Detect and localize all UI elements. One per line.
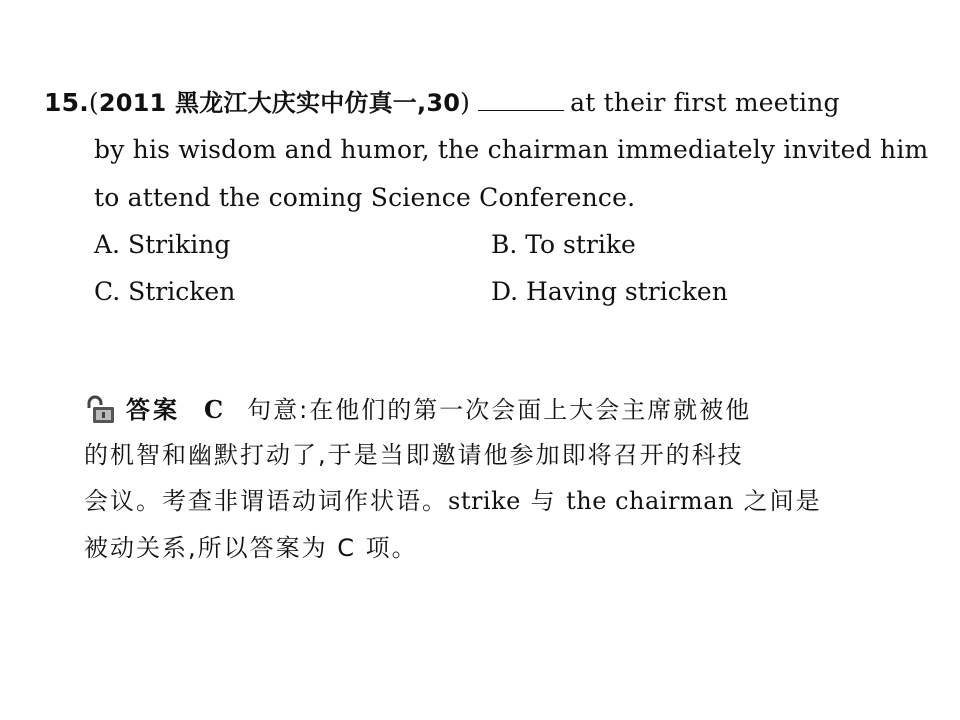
answer-line-4-text: 被动关系,所以答案为 C 项。 <box>84 534 418 562</box>
answer-line-2-text: 的机智和幽默打动了,于是当即邀请他参加即将召开的科技 <box>84 441 744 469</box>
question-line-2 <box>94 134 928 166</box>
answer-label: 答案 <box>126 396 180 424</box>
answer-line-3-chairman: the chairman <box>566 487 734 515</box>
answer-line-1-text: 句意:在他们的第一次会面上大会主席就被他 <box>247 396 752 424</box>
option-a-label: A. Striking <box>94 230 231 259</box>
question-line-3 <box>94 182 635 214</box>
answer-line-3-strike: strike <box>448 487 521 515</box>
answer-blank <box>478 86 564 111</box>
option-b-label: B. To strike <box>491 230 636 259</box>
answer-line-1 <box>84 394 751 425</box>
option-d-label: D. Having stricken <box>491 277 728 306</box>
question-line-1-tail: at their first meeting <box>570 88 840 117</box>
unlocked-padlock-icon <box>84 394 116 424</box>
question-line-1 <box>44 86 840 119</box>
option-d[interactable] <box>491 276 728 308</box>
answer-line-3-part-a: 会议。考查非谓语动词作状语。 <box>84 487 448 515</box>
option-b[interactable] <box>491 229 636 261</box>
option-a[interactable] <box>94 229 230 261</box>
option-c-label: C. Stricken <box>94 277 236 306</box>
question-number: 15. <box>44 88 89 117</box>
answer-line-3 <box>84 486 822 516</box>
answer-line-2 <box>84 440 744 470</box>
option-c[interactable] <box>94 276 235 308</box>
question-source: 2011 黑龙江大庆实中仿真一,30 <box>98 89 461 117</box>
answer-choice: C <box>204 395 226 424</box>
question-line-2-text: by his wisdom and humor, the chairman immediately invited him <box>94 135 929 164</box>
answer-line-3-part-e: 之间是 <box>743 487 822 515</box>
answer-line-3-part-c: 与 <box>530 487 557 515</box>
answer-line-4 <box>84 533 418 563</box>
question-line-3-text: to attend the coming Science Conference. <box>94 183 636 212</box>
source-open-paren: ( <box>88 88 99 117</box>
source-close-paren: ) <box>460 88 471 117</box>
